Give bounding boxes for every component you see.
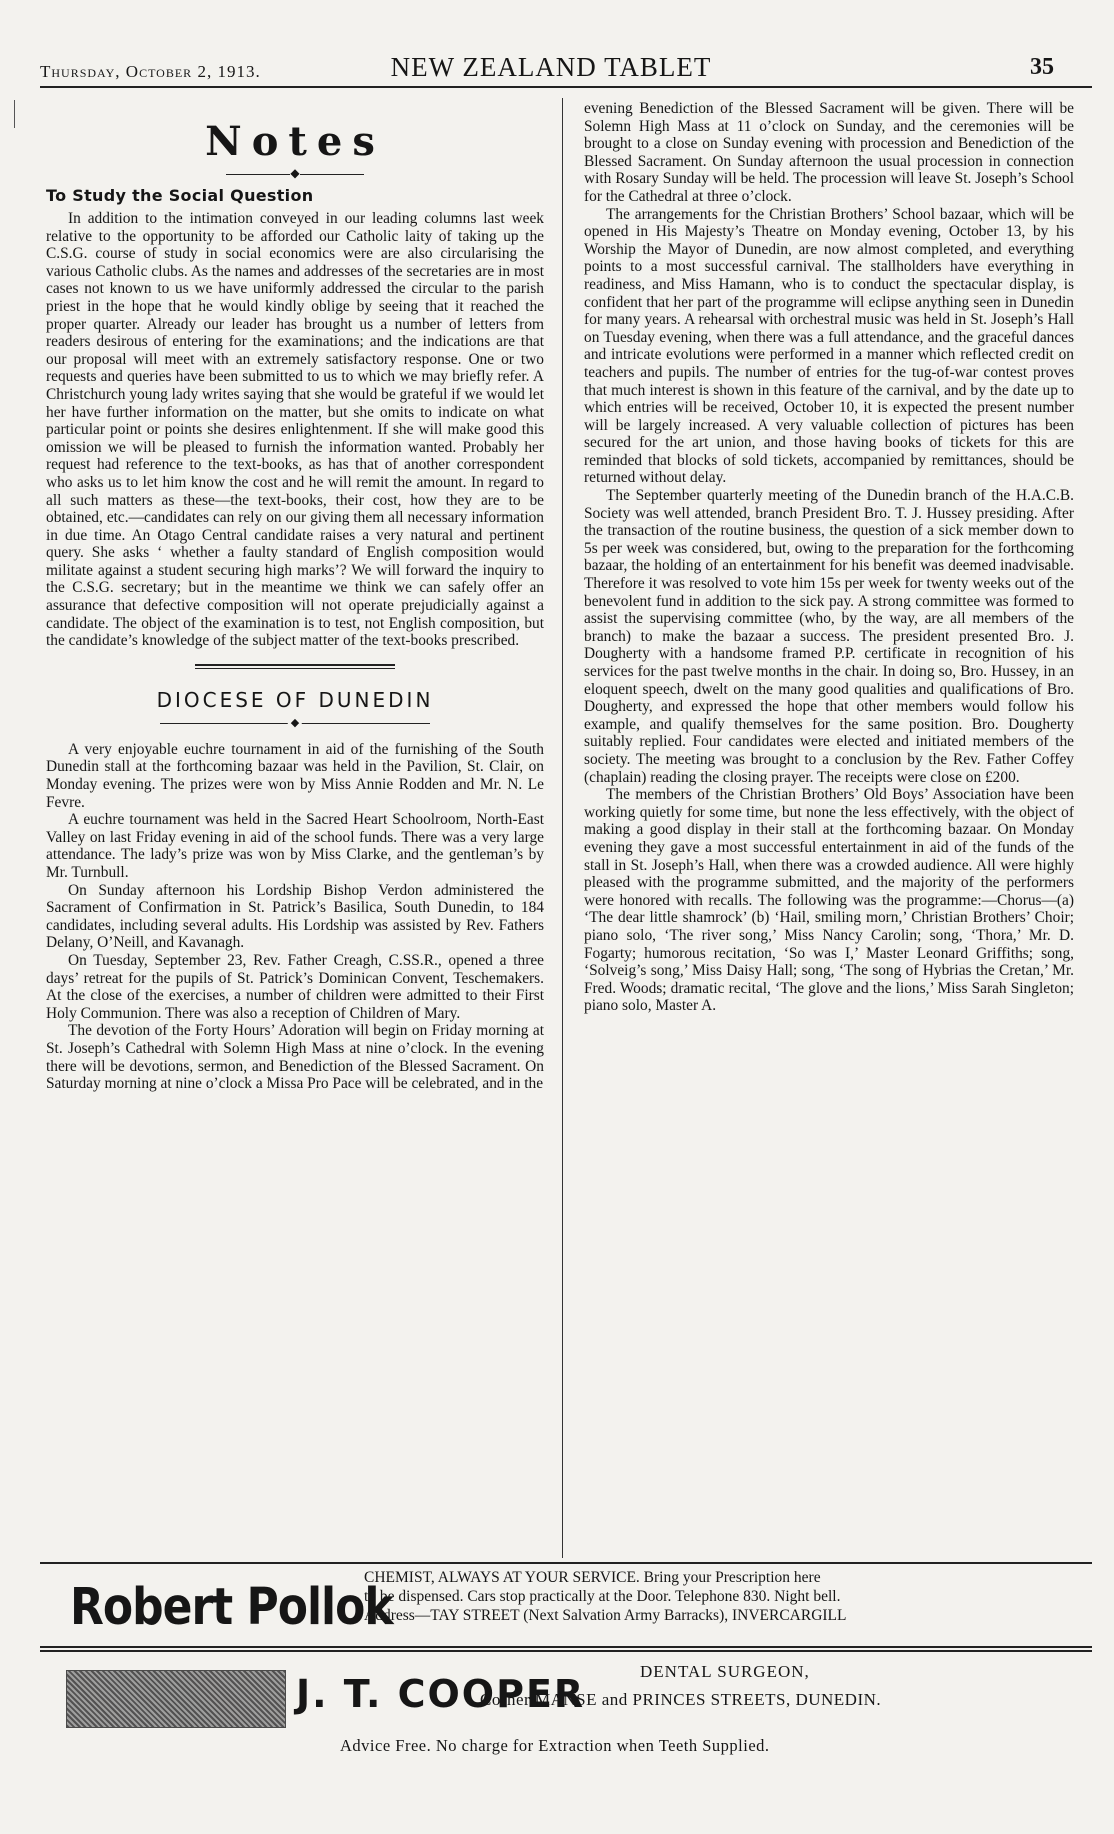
left-column	[46, 100, 544, 1560]
article-paragraph: The members of the Christian Brothers’ Old Boys’ Association have been working quietly for some time, but none the less effectively, with the object of making a good display in their stall at the forthcoming bazaar. On Monday evening they gave a most successful entertainment in aid of the funds of the stall in St. Joseph’s Hall, when there was a crowded audience. All were highly pleased with the programme submitted, and the majority of the performers were honored with recalls. The following was the programme:—Chorus—(a) ‘The dear little shamrock’ (b) ‘Hail, smiling morn,’ Christian Brothers’ Choir; piano solo, ‘The river song,’ Miss Nancy Carolin; song, ‘Thora,’ Mr. D. Fogarty; humorous recitation, ‘So was I,’ Master Leonard Griffiths; song, ‘Solveig’s song,’ Miss Daisy Hall; song, ‘The song of Hybrias the Cretan,’ Mr. Fred. Woods; dramatic recital, ‘The glove and the lions,’ Miss Sarah Singleton; piano solo, Master A.	[584, 786, 1074, 1015]
pollok-line: Address—TAY STREET (Next Salvation Army Barracks), INVERCARGILL	[364, 1607, 847, 1624]
cooper-engraving	[66, 1670, 286, 1728]
cooper-advertisement	[40, 1658, 1092, 1788]
paper-title: NEW ZEALAND TABLET	[390, 52, 712, 82]
pollok-text	[364, 1568, 1092, 1625]
cooper-address: Corner MANSE and PRINCES STREETS, DUNEDIN.	[480, 1690, 882, 1709]
diocese-ornament: ◆	[160, 717, 430, 729]
section-rule	[195, 664, 395, 669]
notes-ornament: ◆	[46, 166, 544, 180]
diocese-paragraph: The devotion of the Forty Hours’ Adoration will begin on Friday morning at St. Joseph’s Cathedral with Solemn High Mass at nine o’clock. In the evening there will be devotions, sermon, and Benediction of the Blessed Sacrament. On Saturday morning at nine o’clock a Missa Pro Pace will be celebrated, and in the	[46, 1022, 544, 1093]
diocese-title: DIOCESE OF DUNEDIN	[156, 687, 434, 712]
ad-mid-rule-2	[40, 1650, 1092, 1652]
notes-paragraph: In addition to the intimation conveyed in our leading columns last week relative to the opportunity to be afforded our Catholic laity of taking up the C.S.G. course of study in social economics were are also circularising the various Catholic clubs. As the names and addresses of the secretaries are in most cases not known to us we have uniformly addressed the circular to the parish priest in the hope that he would kindly oblige by seeing that it reached the proper quarter. Already our leader has brought us a number of letters from readers desirous of entering for the examinations; and the indications are that our proposal will meet with an extremely satisfactory response. One or two requests and queries have been submitted to us to which we may briefly refer. A Christchurch young lady writes saying that she would be grateful if we would let her have further information on the matter, but she omits to indicate on what particular point or points she desires enlightenment. If she will make good this omission we will be pleased to furnish the information wanted. Probably her request had reference to the text-books, as has that of another correspondent who asks us to let him know the cost and he will remit the amount. In regard to all such matters as these—the text-books, their cost, how they are to be obtained, etc.—candidates can rely on our giving them all necessary information in due time. An Otago Central candidate raises a very natural and pertinent query. She asks ‘ whether a faulty standard of English composition would militate against a student securing high marks’? We will forward the inquiry to the C.S.G. secretary; but in the meantime we think we can safely offer an assurance that defective composition will not operate prejudicially against a candidate. The object of the examination is to test, not English composition, but the candidate’s knowledge of the subject matter of the text-books prescribed.	[46, 210, 544, 650]
pollok-name: Robert Pollok	[70, 1578, 393, 1637]
margin-mark	[14, 100, 29, 128]
right-column	[584, 100, 1074, 1560]
diocese-paragraph: On Tuesday, September 23, Rev. Father Creagh, C.SS.R., opened a three days’ retreat for the pupils of St. Patrick’s Dominican Convent, Teschemakers. At the close of the exercises, a number of children were admitted to their First Holy Communion. There was also a reception of Children of Mary.	[46, 951, 544, 1022]
notes-subhead: To Study the Social Question	[46, 186, 314, 205]
article-paragraph: evening Benediction of the Blessed Sacrament will be given. There will be Solemn High Mass at 11 o’clock on Sunday, and the ceremonies will be brought to a close on Sunday evening with procession and Benediction of the Blessed Sacrament. On Sunday afternoon the usual procession in connection with Rosary Sunday will be held. The procession will leave St. Joseph’s School for the Cathedral at three o’clock.	[584, 100, 1074, 205]
pollok-advertisement	[40, 1568, 1092, 1640]
cooper-title: DENTAL SURGEON,	[640, 1662, 810, 1681]
pollok-line: to be dispensed. Cars stop practically at the Door. Telephone 830. Night bell.	[364, 1588, 841, 1605]
ad-mid-rule	[40, 1646, 1092, 1648]
pollok-line: CHEMIST, ALWAYS AT YOUR SERVICE. Bring your Prescription here	[364, 1569, 821, 1586]
diocese-paragraph: A very enjoyable euchre tournament in aid of the furnishing of the South Dunedin stall at the forthcoming bazaar was held in the Pavilion, St. Clair, on Monday evening. The prizes were won by Miss Annie Rodden and Mr. N. Le Fevre.	[46, 740, 544, 811]
header-rule	[40, 86, 1092, 88]
diocese-paragraph: On Sunday afternoon his Lordship Bishop Verdon administered the Sacrament of Confirmation in St. Patrick’s Basilica, South Dunedin, to 184 candidates, including several adults. His Lordship was assisted by Rev. Fathers Delany, O’Neill, and Kavanagh.	[46, 881, 544, 952]
diocese-paragraph: A euchre tournament was held in the Sacred Heart Schoolroom, North-East Valley on last Friday evening in aid of the school funds. There was a very large attendance. The lady’s prize was won by Miss Clarke, and the gentleman’s by Mr. Turnbull.	[46, 811, 544, 881]
cooper-name: J. T. COOPER	[296, 1672, 586, 1716]
ad-top-rule	[40, 1562, 1092, 1564]
cooper-advice: Advice Free. No charge for Extraction when Teeth Supplied.	[340, 1736, 770, 1755]
page-header	[40, 52, 1062, 82]
notes-title: Notes	[205, 118, 385, 165]
article-paragraph: The arrangements for the Christian Brothers’ School bazaar, which will be opened in His Majesty’s Theatre on Monday evening, October 13, by his Worship the Mayor of Dunedin, are now almost completed, and everything points to a most successful carnival. The stallholders have everything in readiness, and Miss Hamann, who is to conduct the spectacular display, is confident that her part of the programme will eclipse anything seen in Dunedin for many years. A rehearsal with orchestral music was held in St. Joseph’s Hall on Tuesday evening, when there was a full attendance, and the graceful dances and intricate evolutions were performed in a manner which reflected credit on teachers and pupils. The number of entries for the tug-of-war contest proves that much interest is shown in this feature of the carnival, and by the date up to which entries will be received, October 10, it is expected the present number will be largely increased. A very valuable collection of pictures has been secured for the art union, and those having books of tickets for this are reminded that blocks of sold tickets, accompanied by remittances, should be returned without delay.	[584, 205, 1074, 487]
article-paragraph: The September quarterly meeting of the Dunedin branch of the H.A.C.B. Society was well attended, branch President Bro. T. J. Hussey presiding. After the transaction of the routine business, the question of a sick member down to 5s per week was considered, but, owing to the preparation for the forthcoming bazaar, the holding of an entertainment for his benefit was deemed inadvisable. Therefore it was resolved to vote him 15s per week for twenty weeks out of the benevolent fund in addition to the sick pay. A strong committee was formed to assist the supervising committee (who, by the way, are all members of the branch) to make the bazaar a success. The president presented Bro. J. Dougherty with a handsome framed P.P. certificate in recognition of his services for the past twelve months in the chair. In doing so, Bro. Hussey, in an eloquent speech, dwelt on the many good qualities and qualifications of Bro. Dougherty, and expressed the hope that other members would follow his example, and qualify themselves for the same position. Bro. Dougherty suitably replied. Four candidates were elected and initiated members of the society. The meeting was brought to a conclusion by the Rev. Father Coffey (chaplain) reading the closing prayer. The receipts were close on £200.	[584, 487, 1074, 786]
column-divider	[562, 98, 563, 1558]
page-number: 35	[1030, 54, 1054, 80]
issue-date: Thursday, October 2, 1913.	[40, 62, 261, 81]
